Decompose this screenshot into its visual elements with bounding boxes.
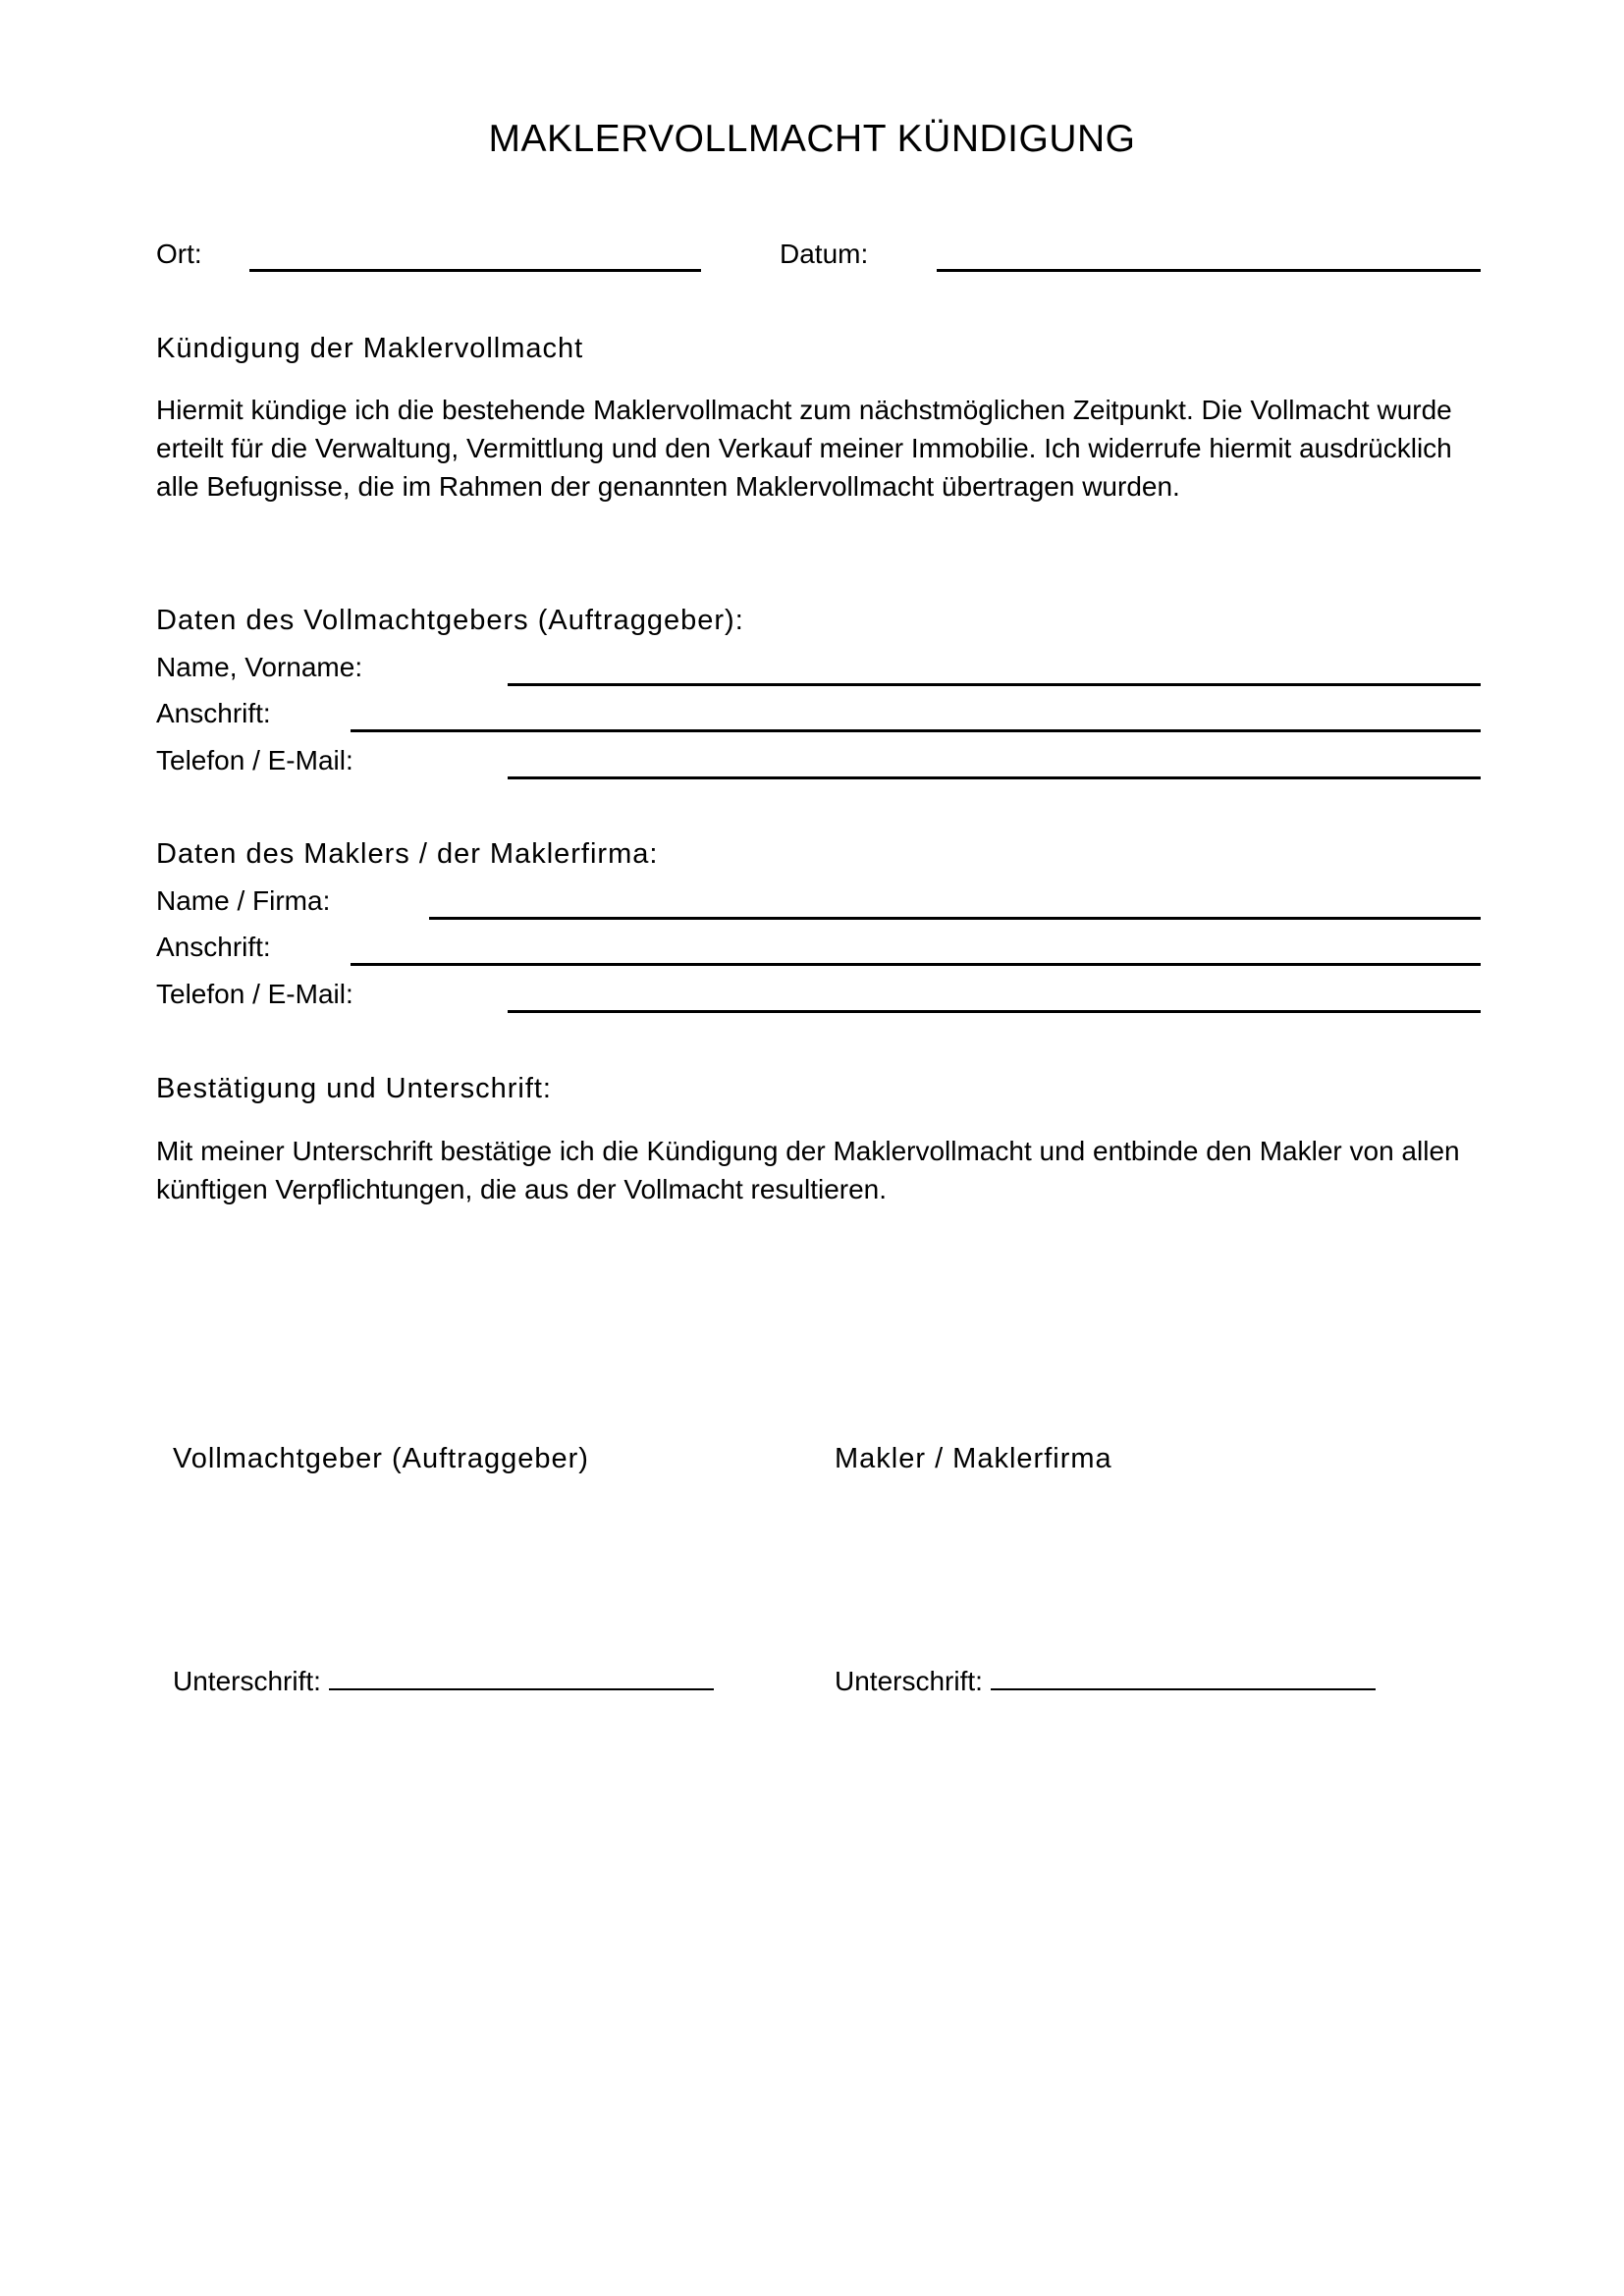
broker-address-field[interactable] bbox=[351, 963, 1481, 966]
signature-broker bbox=[835, 1663, 1376, 1697]
broker-address-label: Anschrift: bbox=[156, 932, 271, 962]
broker-name-field[interactable] bbox=[429, 917, 1481, 920]
signature-party-principal: Vollmachtgeber (Auftraggeber) bbox=[173, 1443, 589, 1474]
principal-address-field[interactable] bbox=[351, 729, 1481, 732]
ort-label: Ort: bbox=[156, 239, 202, 269]
datum-label: Datum: bbox=[780, 239, 869, 269]
principal-name-field[interactable] bbox=[508, 683, 1481, 686]
signature-party-broker: Makler / Maklerfirma bbox=[835, 1443, 1112, 1474]
principal-name-label: Name, Vorname: bbox=[156, 652, 363, 682]
confirmation-text: Mit meiner Unterschrift bestätige ich die Kündigung der Maklervollmacht und entbinde den Makler von allen künftigen Verpflichtungen, die aus der Vollmacht resultieren. bbox=[156, 1136, 1460, 1204]
signature-principal-field[interactable] bbox=[329, 1663, 714, 1690]
ort-field[interactable] bbox=[249, 269, 701, 272]
termination-text: Hiermit kündige ich die bestehende Maklervollmacht zum nächstmöglichen Zeitpunkt. Die Vollmacht wurde erteilt für die Verwaltung, Vermittlung und den Verkauf meiner Immobilie. Ich widerrufe hiermit ausdrücklich alle Befugnisse, die im Rahmen der genannten Maklervollmacht übertragen wurden. bbox=[156, 395, 1452, 502]
broker-name-label: Name / Firma: bbox=[156, 885, 331, 916]
broker-heading: Daten des Maklers / der Maklerfirma: bbox=[156, 838, 659, 870]
signature-broker-label: Unterschrift: bbox=[835, 1666, 983, 1696]
termination-heading: Kündigung der Maklervollmacht bbox=[156, 333, 584, 364]
signature-broker-field[interactable] bbox=[991, 1663, 1376, 1690]
principal-contact-field[interactable] bbox=[508, 776, 1481, 779]
signature-principal bbox=[173, 1663, 714, 1697]
principal-address-label: Anschrift: bbox=[156, 698, 271, 728]
datum-field[interactable] bbox=[937, 269, 1481, 272]
principal-heading: Daten des Vollmachtgebers (Auftraggeber): bbox=[156, 605, 744, 636]
broker-contact-field[interactable] bbox=[508, 1010, 1481, 1013]
principal-contact-label: Telefon / E-Mail: bbox=[156, 745, 353, 775]
broker-contact-label: Telefon / E-Mail: bbox=[156, 979, 353, 1009]
signature-principal-label: Unterschrift: bbox=[173, 1666, 321, 1696]
document-title: MAKLERVOLLMACHT KÜNDIGUNG bbox=[488, 118, 1136, 160]
confirmation-heading: Bestätigung und Unterschrift: bbox=[156, 1073, 552, 1104]
